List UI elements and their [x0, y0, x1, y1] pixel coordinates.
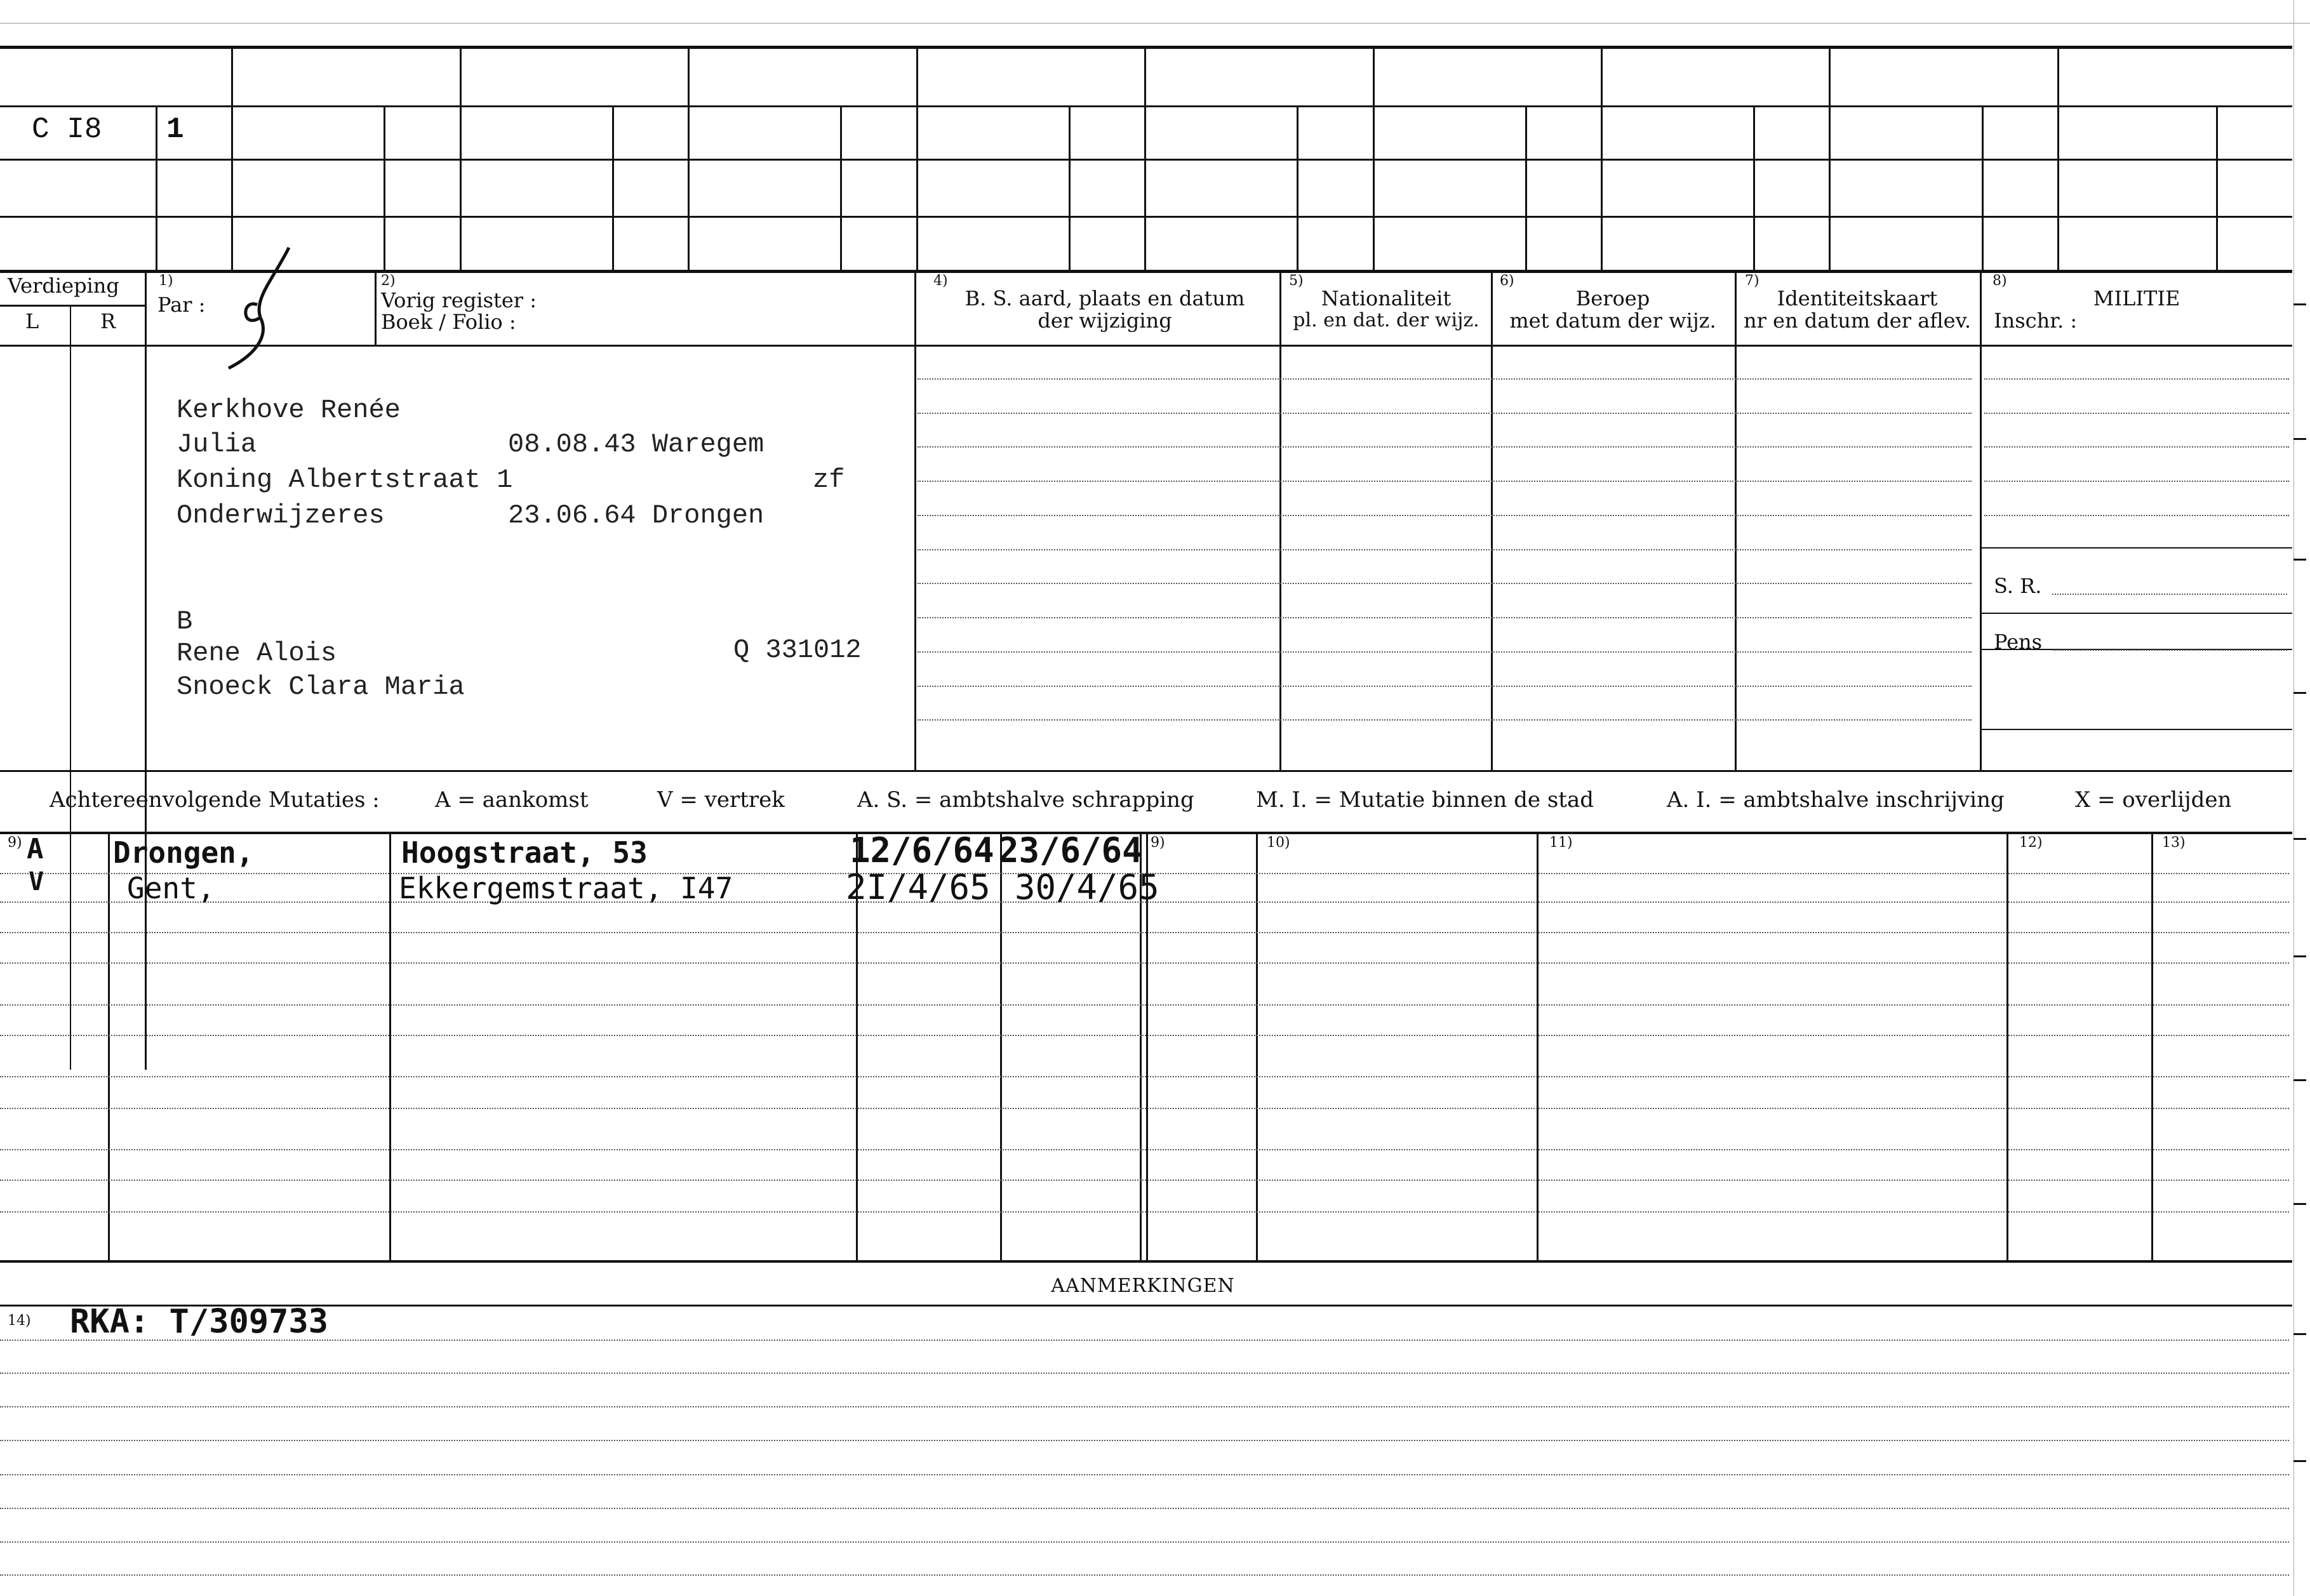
person-first-names: Julia [177, 429, 257, 460]
mut-type: A [27, 833, 44, 865]
legend-a: A = aankomst [435, 787, 589, 813]
mut-type: V [29, 867, 44, 896]
beroep-label-2: met datum der wijz. [1509, 309, 1716, 333]
id-label-2: nr en datum der aflev. [1743, 309, 1972, 333]
birth-date-place: 08.08.43 Waregem [508, 429, 764, 460]
id-label: Identiteitskaart [1777, 286, 1938, 310]
card-number: 1 [166, 113, 184, 146]
nat-label: Nationaliteit [1321, 286, 1452, 310]
mut-col-num: 10) [1267, 835, 1290, 851]
vorig-register-label: Vorig register : [381, 288, 537, 312]
bs-label-2: der wijziging [1038, 309, 1172, 333]
legend-v: V = vertrek [657, 787, 785, 813]
inschr-label: Inschr. : [1994, 309, 2078, 333]
mut-street: Ekkergemstraat, I47 [399, 871, 733, 905]
mut-place: Gent, [127, 871, 215, 905]
legend-title: Achtereenvolgende Mutaties : [50, 787, 380, 813]
legend-mi: M. I. = Mutatie binnen de stad [1256, 787, 1594, 813]
legend-as: A. S. = ambtshalve schrapping [857, 787, 1194, 813]
remarks-title: AANMERKINGEN [1051, 1275, 1235, 1297]
person-profession: Onderwijzeres [177, 500, 385, 531]
civil-status: zf [813, 465, 845, 495]
bs-num: 4) [933, 273, 948, 289]
verdieping-label: Verdieping [8, 274, 119, 298]
mut-street: Hoogstraat, 53 [401, 835, 648, 870]
col-r-label: R [100, 309, 116, 333]
beroep-label: Beroep [1575, 286, 1650, 310]
remarks-num: 14) [8, 1313, 31, 1329]
mut-col-num: 9) [1151, 835, 1165, 851]
mut-place: Drongen, [113, 835, 254, 870]
arrival-date-place: 23.06.64 Drongen [508, 500, 764, 531]
col-l-label: L [25, 309, 39, 333]
beroep-num: 6) [1500, 273, 1514, 289]
legend-x: X = overlijden [2075, 787, 2232, 813]
mut-col-num: 12) [2019, 835, 2043, 851]
mut-date-1: 12/6/64 [850, 830, 994, 870]
nat-num: 5) [1289, 273, 1304, 289]
id-num: 7) [1745, 273, 1759, 289]
mut-col-num: 9) [8, 835, 22, 851]
person-address: Koning Albertstraat 1 [177, 465, 513, 495]
mut-col-num: 11) [1549, 835, 1573, 851]
mut-date-2: 30/4/65 [1015, 867, 1159, 907]
card-code: C I8 [32, 113, 102, 146]
mut-col-num: 13) [2162, 835, 2186, 851]
nat-label-2: pl. en dat. der wijz. [1293, 309, 1479, 331]
b-label: B [177, 606, 193, 637]
vorig-num: 2) [381, 273, 396, 289]
pens-label: Pens [1994, 630, 2043, 654]
mut-date-2: 23/6/64 [998, 830, 1143, 870]
mil-num: 8) [1993, 273, 2007, 289]
par-label: Par : [157, 293, 206, 317]
sr-label: S. R. [1994, 574, 2042, 598]
legend-ai: A. I. = ambtshalve inschrijving [1667, 787, 2005, 813]
remarks-text: RKA: T/309733 [70, 1303, 328, 1341]
person-name: Kerkhove Renée [177, 395, 401, 425]
militie-label: MILITIE [2093, 286, 2180, 310]
pen-mark [216, 241, 292, 375]
id-number: Q 331012 [733, 635, 862, 665]
father-name: Rene Alois [177, 638, 337, 668]
bs-label: B. S. aard, plaats en datum [965, 286, 1245, 310]
mut-date-1: 2I/4/65 [846, 867, 991, 907]
par-num: 1) [159, 273, 173, 289]
mother-name: Snoeck Clara Maria [177, 672, 465, 702]
boek-folio-label: Boek / Folio : [381, 310, 516, 334]
